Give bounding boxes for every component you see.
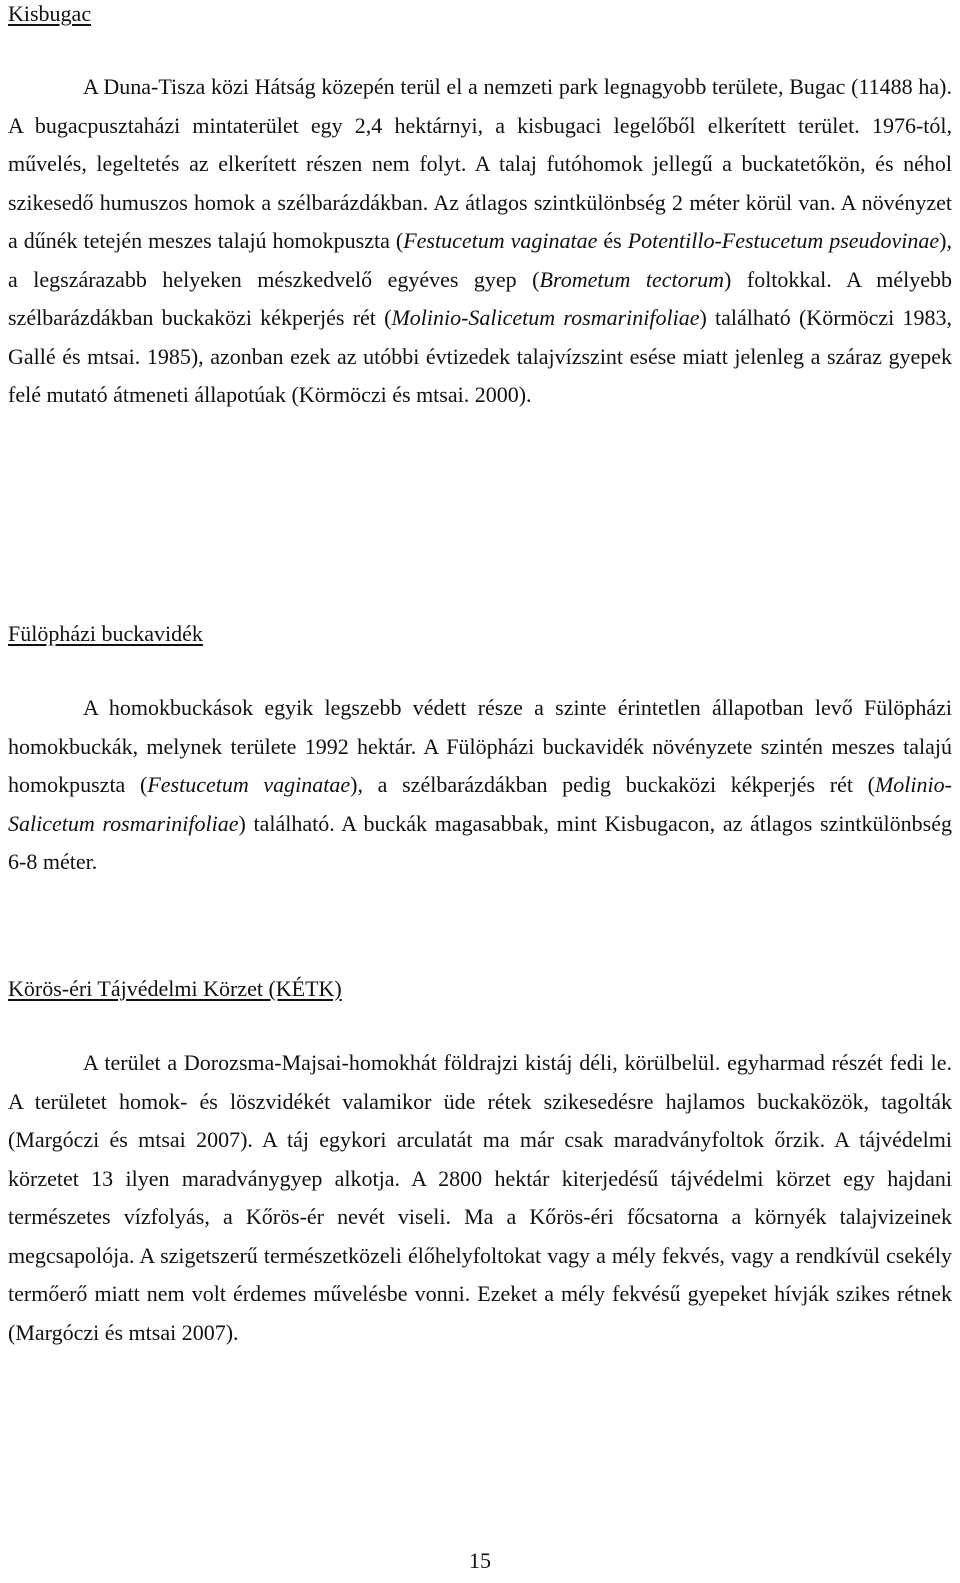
section-heading-kisbugac: Kisbugac	[8, 1, 92, 26]
section-paragraph-korosieri	[8, 1044, 952, 1352]
text-run: ), a legszárazabb helyeken mészkedvelő egyéves gyep (	[8, 228, 952, 292]
section-paragraph-fulophazi	[8, 689, 952, 882]
section-heading-korosieri: Körös-éri Tájvédelmi Körzet (KÉTK)	[8, 976, 342, 1001]
section-paragraph-kisbugac	[8, 68, 952, 415]
text-run: A Duna-Tisza közi Hátság közepén terül el a nemzeti park legnagyobb területe, Bugac (11488 ha). A bugacpusztaházi mintaterület egy 2,4 hektárnyi, a kisbugaci legelőből elkerített terület. 1976-tól, művelés, legeltetés az elkerített részen nem folyt. A talaj futóhomok jellegű a buckatetőkön, és néhol szikesedő humuszos homok a szélbarázdákban. Az átlagos szintkülönbség 2 méter körül van. A növényzet a dűnék tetején meszes talajú homokpuszta (	[8, 74, 952, 253]
species-name: Festucetum vaginatae	[147, 772, 351, 797]
text-run: ), a szélbarázdákban pedig buckaközi kékperjés rét (	[350, 772, 875, 797]
text-run: ) található (Körmöczi 1983, Gallé és mtsai. 1985), azonban ezek az utóbbi évtizedek talajvízszint esése miatt jelenleg a száraz gyepek felé mutató átmeneti állapotúak (Körmöczi és mtsai. 2000).	[8, 305, 952, 407]
page-number: 15	[469, 1548, 491, 1573]
text-run: és	[597, 228, 628, 253]
species-name: Potentillo-Festucetum pseudovinae	[627, 228, 940, 253]
species-name: Molinio-Salicetum rosmarinifoliae	[391, 305, 700, 330]
species-name: Molinio-Salicetum rosmarinifoliae	[8, 772, 952, 836]
text-run: A homokbuckások egyik legszebb védett része a szinte érintetlen állapotban levő Fülöpházi homokbuckák, melynek területe 1992 hektár. A Fülöpházi buckavidék növényzete szintén meszes talajú homokpuszta (	[8, 695, 952, 797]
text-run: ) található. A buckák magasabbak, mint Kisbugacon, az átlagos szintkülönbség 6-8 méter.	[8, 810, 952, 874]
species-name: Festucetum vaginatae	[403, 228, 598, 253]
text-run: A terület a Dorozsma-Majsai-homokhát földrajzi kistáj déli, körülbelül. egyharmad részét fedi le. A területet homok- és löszvidékét valamikor üde rétek szikesedésre hajlamos buckaközök, tagolták (Margóczi és mtsai 2007). A táj egykori arculatát ma már csak maradványfoltok őrzik. A tájvédelmi körzetet 13 ilyen maradványgyep alkotja. A 2800 hektár kiterjedésű tájvédelmi körzet egy hajdani természetes vízfolyás, a Kőrös-ér nevét viseli. Ma a Kőrös-éri főcsatorna a környék talajvizeinek megcsapolója. A szigetszerű természetközeli élőhelyfoltokat vagy a mély fekvés, vagy a rendkívül csekély termőerő miatt nem volt érdemes művelésbe vonni. Ezeket a mély fekvésű gyepeket hívják szikes rétnek (Margóczi és mtsai 2007).	[8, 1050, 952, 1345]
text-run: ) foltokkal. A mélyebb szélbarázdákban buckaközi kékperjés rét (	[8, 266, 952, 330]
species-name: Brometum tectorum	[539, 266, 725, 292]
section-heading-fulophazi: Fülöpházi buckavidék	[8, 621, 203, 646]
